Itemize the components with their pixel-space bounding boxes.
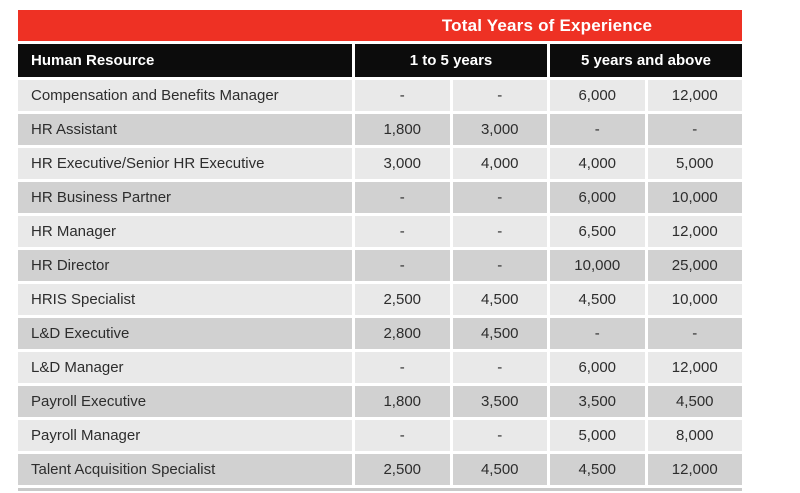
row-value: 3,000 xyxy=(355,148,450,179)
row-value: - xyxy=(648,114,743,145)
row-value: 6,000 xyxy=(550,352,645,383)
row-value: 4,500 xyxy=(453,284,548,315)
row-value: 2,500 xyxy=(355,454,450,485)
row-value: - xyxy=(355,182,450,213)
row-value: 12,000 xyxy=(648,80,743,111)
title-bar-spacer xyxy=(18,10,352,41)
row-role-ld-manager: L&D Manager xyxy=(18,352,352,383)
row-value: - xyxy=(453,420,548,451)
row-value: 8,000 xyxy=(648,420,743,451)
row-value: 12,000 xyxy=(648,216,743,247)
column-group-5-years-and-above: 5 years and above xyxy=(550,44,742,77)
row-value: - xyxy=(453,80,548,111)
row-value: 6,500 xyxy=(550,216,645,247)
row-value: - xyxy=(453,250,548,281)
row-value: 4,500 xyxy=(648,386,743,417)
table-title-bar xyxy=(18,10,742,41)
row-value: 4,000 xyxy=(453,148,548,179)
row-value: 25,000 xyxy=(648,250,743,281)
row-value: - xyxy=(453,352,548,383)
row-value: 10,000 xyxy=(648,182,743,213)
row-value: 6,000 xyxy=(550,80,645,111)
row-value: - xyxy=(648,318,743,349)
row-role-hris-specialist: HRIS Specialist xyxy=(18,284,352,315)
table-grid xyxy=(18,44,742,485)
column-group-1-to-5-years: 1 to 5 years xyxy=(355,44,547,77)
row-value: 10,000 xyxy=(648,284,743,315)
row-role-hr-director: HR Director xyxy=(18,250,352,281)
row-value: 5,000 xyxy=(648,148,743,179)
row-value: 12,000 xyxy=(648,352,743,383)
row-value: - xyxy=(355,250,450,281)
row-value: 4,500 xyxy=(453,318,548,349)
row-value: 4,500 xyxy=(453,454,548,485)
row-value: - xyxy=(355,216,450,247)
row-role-payroll-manager: Payroll Manager xyxy=(18,420,352,451)
table-title: Total Years of Experience xyxy=(441,15,653,35)
column-header-human-resource: Human Resource xyxy=(18,44,352,77)
row-value: 1,800 xyxy=(355,386,450,417)
row-value: 1,800 xyxy=(355,114,450,145)
row-value: 3,500 xyxy=(550,386,645,417)
row-role-hr-executive-senior-hr-executive: HR Executive/Senior HR Executive xyxy=(18,148,352,179)
row-role-hr-assistant: HR Assistant xyxy=(18,114,352,145)
row-value: 2,500 xyxy=(355,284,450,315)
row-role-ld-executive: L&D Executive xyxy=(18,318,352,349)
row-value: - xyxy=(453,216,548,247)
row-value: - xyxy=(550,318,645,349)
row-value: 3,500 xyxy=(453,386,548,417)
experience-table xyxy=(18,10,742,491)
row-value: - xyxy=(355,352,450,383)
row-value: 4,500 xyxy=(550,454,645,485)
row-value: - xyxy=(550,114,645,145)
row-role-compensation-and-benefits-manager: Compensation and Benefits Manager xyxy=(18,80,352,111)
row-value: 4,000 xyxy=(550,148,645,179)
row-role-hr-manager: HR Manager xyxy=(18,216,352,247)
row-role-hr-business-partner: HR Business Partner xyxy=(18,182,352,213)
row-role-payroll-executive: Payroll Executive xyxy=(18,386,352,417)
row-value: 2,800 xyxy=(355,318,450,349)
row-value: - xyxy=(453,182,548,213)
row-value: 10,000 xyxy=(550,250,645,281)
row-value: 5,000 xyxy=(550,420,645,451)
row-role-talent-acquisition-specialist: Talent Acquisition Specialist xyxy=(18,454,352,485)
row-value: - xyxy=(355,80,450,111)
row-value: 12,000 xyxy=(648,454,743,485)
row-value: - xyxy=(355,420,450,451)
row-value: 3,000 xyxy=(453,114,548,145)
row-value: 4,500 xyxy=(550,284,645,315)
row-value: 6,000 xyxy=(550,182,645,213)
table-bottom-rule xyxy=(18,488,742,491)
